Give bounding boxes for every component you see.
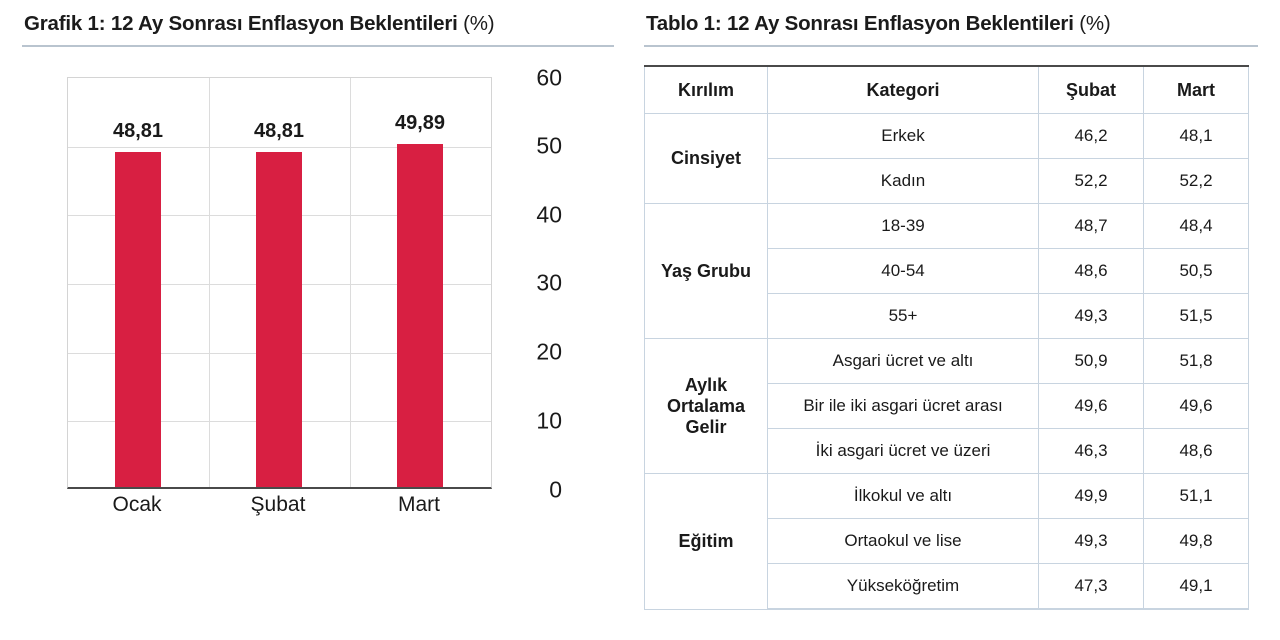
- value-cell-mart: 48,4: [1144, 204, 1249, 249]
- bar-value-ocak: 48,81: [112, 120, 164, 142]
- x-label-ocak: Ocak: [112, 493, 162, 516]
- bar-mart[interactable]: [397, 144, 443, 487]
- table-panel: [644, 12, 1258, 630]
- bar-series: [68, 78, 491, 487]
- value-cell-mart: 49,6: [1144, 384, 1249, 429]
- category-cell: Bir ile iki asgari ücret arası: [768, 384, 1039, 429]
- column-header-subat: Şubat: [1039, 66, 1144, 114]
- value-cell-mart: 48,1: [1144, 114, 1249, 159]
- column-header-kirilim: Kırılım: [645, 66, 768, 114]
- category-cell: Kadın: [768, 159, 1039, 204]
- x-label-subat: Şubat: [250, 493, 306, 516]
- table-title-text: Tablo 1: 12 Ay Sonrası Enflasyon Beklentileri: [646, 12, 1074, 35]
- category-cell: 18-39: [768, 204, 1039, 249]
- y-label-10: 10: [536, 407, 562, 434]
- table-wrapper: [644, 65, 1248, 610]
- category-cell: Erkek: [768, 114, 1039, 159]
- category-cell: İlkokul ve altı: [768, 474, 1039, 519]
- table-row: [645, 339, 1249, 384]
- value-cell-subat: 49,6: [1039, 384, 1144, 429]
- category-cell: 40-54: [768, 249, 1039, 294]
- y-label-30: 30: [536, 269, 562, 296]
- y-axis-labels: [500, 64, 570, 503]
- value-cell-subat: 49,3: [1039, 519, 1144, 564]
- value-cell-subat: 48,6: [1039, 249, 1144, 294]
- value-cell-mart: 49,8: [1144, 519, 1249, 564]
- value-cell-subat: 52,2: [1039, 159, 1144, 204]
- group-cell-cinsiyet: Cinsiyet: [645, 114, 768, 204]
- category-cell: İki asgari ücret ve üzeri: [768, 429, 1039, 474]
- value-cell-mart: 50,5: [1144, 249, 1249, 294]
- table-row: [645, 204, 1249, 249]
- table-head: [645, 66, 1249, 114]
- chart-title-text: Grafik 1: 12 Ay Sonrası Enflasyon Beklentileri: [24, 12, 458, 35]
- chart-title-divider: [22, 45, 614, 47]
- table-row: [645, 474, 1249, 519]
- y-label-0: 0: [549, 476, 562, 503]
- group-cell-egitim: Eğitim: [645, 474, 768, 610]
- table-title: [644, 12, 1258, 36]
- chart-area: [22, 64, 614, 574]
- y-label-40: 40: [536, 201, 562, 228]
- chart-title: [22, 12, 614, 36]
- group-cell-aylik-ortalama-gelir: Aylık Ortalama Gelir: [645, 339, 768, 474]
- value-cell-mart: 51,5: [1144, 294, 1249, 339]
- value-cell-mart: 51,1: [1144, 474, 1249, 519]
- chart-panel: [22, 12, 614, 630]
- x-axis-labels: [67, 493, 492, 533]
- value-cell-subat: 49,9: [1039, 474, 1144, 519]
- table-body: [645, 114, 1249, 610]
- table-title-divider: [644, 45, 1258, 47]
- table-row: [645, 114, 1249, 159]
- category-cell: Asgari ücret ve altı: [768, 339, 1039, 384]
- table-header-row: [645, 66, 1249, 114]
- value-cell-mart: 51,8: [1144, 339, 1249, 384]
- bar-ocak[interactable]: [115, 152, 161, 487]
- value-cell-subat: 50,9: [1039, 339, 1144, 384]
- y-label-20: 20: [536, 338, 562, 365]
- bar-subat[interactable]: [256, 152, 302, 487]
- value-cell-subat: 47,3: [1039, 564, 1144, 610]
- value-cell-mart: 52,2: [1144, 159, 1249, 204]
- value-cell-mart: 48,6: [1144, 429, 1249, 474]
- group-cell-yas-grubu: Yaş Grubu: [645, 204, 768, 339]
- category-cell: Ortaokul ve lise: [768, 519, 1039, 564]
- y-label-50: 50: [536, 132, 562, 159]
- value-cell-subat: 48,7: [1039, 204, 1144, 249]
- table-title-unit: (%): [1079, 12, 1111, 35]
- category-cell: Yükseköğretim: [768, 564, 1039, 610]
- bar-value-subat: 48,81: [253, 120, 305, 142]
- bar-value-mart: 49,89: [394, 112, 446, 134]
- x-label-mart: Mart: [398, 493, 440, 516]
- value-cell-subat: 46,3: [1039, 429, 1144, 474]
- y-label-60: 60: [536, 64, 562, 91]
- chart-plot: [67, 77, 492, 489]
- value-cell-subat: 49,3: [1039, 294, 1144, 339]
- inflation-expectations-table: [644, 65, 1249, 610]
- category-cell: 55+: [768, 294, 1039, 339]
- value-cell-mart: 49,1: [1144, 564, 1249, 610]
- value-cell-subat: 46,2: [1039, 114, 1144, 159]
- column-header-mart: Mart: [1144, 66, 1249, 114]
- chart-title-unit: (%): [463, 12, 495, 35]
- column-header-kategori: Kategori: [768, 66, 1039, 114]
